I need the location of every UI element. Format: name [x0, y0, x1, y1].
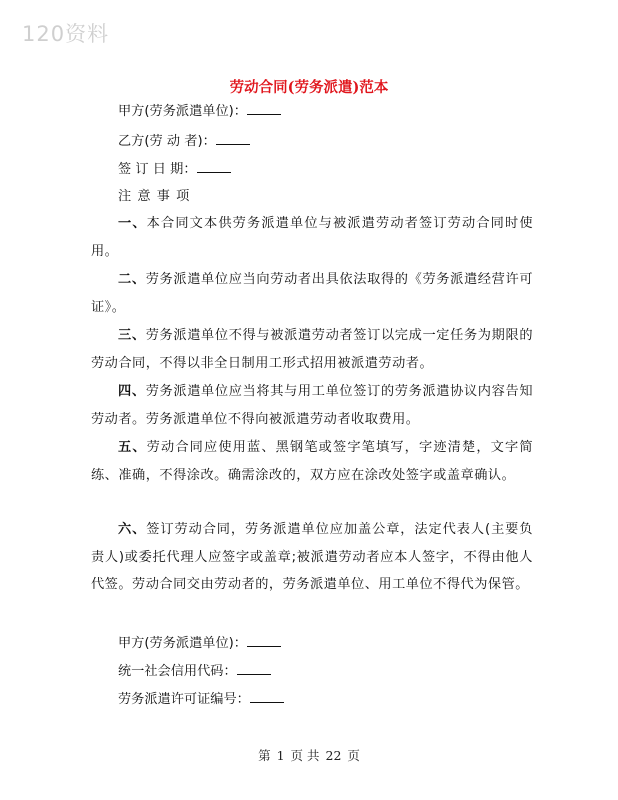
fill-blank — [237, 662, 271, 675]
notice-item-4 — [91, 378, 533, 433]
item-number: 二、 — [118, 272, 146, 287]
fill-blank — [216, 132, 250, 145]
bottom-field-license-number — [118, 690, 284, 708]
fill-blank — [197, 160, 231, 173]
item-number: 一、 — [118, 216, 147, 231]
field-label: 乙方(劳 动 者)： — [118, 134, 216, 149]
notice-item-5 — [91, 434, 533, 489]
field-label: 统一社会信用代码： — [118, 664, 237, 679]
header-field-party-b — [118, 132, 250, 150]
bottom-field-party-a — [118, 634, 281, 652]
notice-heading: 注 意 事 项 — [118, 189, 191, 204]
field-label: 甲方(劳务派遣单位)： — [118, 104, 247, 119]
page-prefix: 第 — [258, 748, 271, 763]
notice-item-3 — [91, 322, 533, 377]
item-text: 劳务派遣单位应当向劳动者出具依法取得的《劳务派遣经营许可证》。 — [91, 272, 534, 315]
item-text: 劳务派遣单位应当将其与用工单位签订的劳务派遣协议内容告知劳动者。劳务派遣单位不得向被派遣劳动者收取费用。 — [91, 384, 534, 427]
item-text: 签订劳动合同，劳务派遣单位应加盖公章，法定代表人(主要负责人)或委托代理人应签字或盖章;被派遣劳动者应本人签字，不得由他人代签。劳动合同交由劳动者的，劳务派遣单位、用工单位不得代为保管。 — [91, 522, 533, 592]
notice-item-6 — [91, 516, 533, 599]
item-number: 三、 — [118, 328, 146, 343]
header-field-party-a — [118, 102, 281, 120]
field-label: 签 订 日 期： — [118, 162, 197, 177]
page-mid: 页 共 — [290, 748, 320, 763]
page-total: 22 — [325, 748, 342, 763]
fill-blank — [247, 634, 281, 647]
item-number: 四、 — [118, 384, 146, 399]
page-title: 劳动合同(劳务派遣)范本 — [229, 79, 389, 96]
notice-item-1 — [91, 210, 533, 265]
field-label: 甲方(劳务派遣单位)： — [118, 636, 247, 651]
bottom-field-credit-code — [118, 662, 271, 680]
field-label: 劳务派遣许可证编号： — [118, 692, 250, 707]
item-number: 五、 — [118, 440, 147, 455]
watermark: 120资料 — [22, 22, 110, 46]
fill-blank — [247, 102, 281, 115]
item-text: 劳务派遣单位不得与被派遣劳动者签订以完成一定任务为期限的劳动合同，不得以非全日制用工形式招用被派遣劳动者。 — [91, 328, 534, 371]
item-text: 本合同文本供劳务派遣单位与被派遣劳动者签订劳动合同时使用。 — [91, 216, 534, 259]
page-current: 1 — [276, 748, 285, 763]
notice-item-2 — [91, 266, 533, 321]
item-number: 六、 — [118, 522, 147, 537]
item-text: 劳动合同应使用蓝、黑钢笔或签字笔填写，字迹清楚，文字简练、准确，不得涂改。确需涂改的，双方应在涂改处签字或盖章确认。 — [91, 440, 534, 483]
fill-blank — [250, 690, 284, 703]
header-field-sign-date — [118, 160, 231, 178]
page-footer — [0, 746, 618, 764]
page-suffix: 页 — [347, 748, 360, 763]
